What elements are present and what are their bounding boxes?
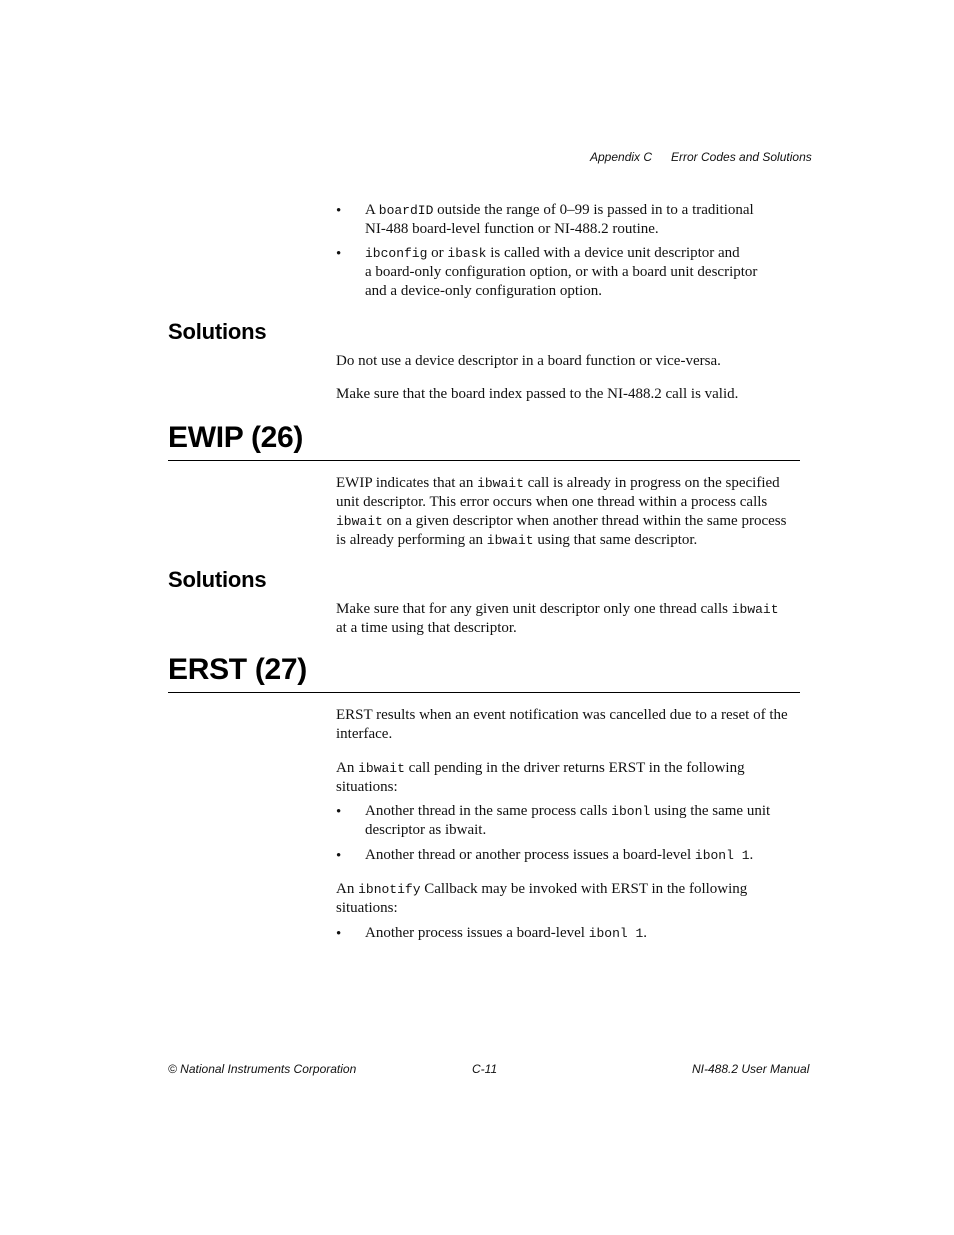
error-heading-erst: ERST (27): [168, 653, 307, 686]
error-heading-ewip: EWIP (26): [168, 421, 304, 454]
text: Another thread or another process issues a board-level: [365, 847, 695, 863]
text: .: [643, 925, 648, 941]
paragraph: [336, 600, 799, 638]
code-ibconfig: ibconfig: [365, 246, 428, 261]
header-appendix: Appendix C: [590, 150, 653, 164]
code-ibwait: ibwait: [336, 514, 383, 529]
bullet-item: [365, 846, 805, 865]
paragraph: [336, 706, 799, 744]
code-ibonl: ibonl: [611, 804, 651, 819]
header-chapter: Error Codes and Solutions: [671, 150, 812, 164]
text: ERST results when an event notification was cancelled due to a reset of the: [336, 707, 788, 723]
bullet-marker: •: [336, 926, 342, 942]
bullet-marker: •: [336, 203, 342, 219]
text: or: [427, 245, 448, 261]
text: Another process issues a board-level: [365, 925, 589, 941]
text: NI-488 board-level function or NI-488.2 routine.: [365, 221, 659, 237]
code-ibonl-1: ibonl 1: [694, 848, 750, 863]
paragraph: Make sure that the board index passed to the NI-488.2 call is valid.: [336, 386, 739, 402]
bullet-item-ibconfig: [365, 244, 805, 301]
code-boardid: boardID: [378, 203, 434, 218]
bullet-item-boardid: [365, 201, 805, 239]
code-ibwait: ibwait: [731, 602, 779, 617]
bullet-marker: •: [336, 246, 342, 262]
section-heading-solutions: Solutions: [168, 319, 267, 344]
text: An: [336, 881, 359, 897]
text: outside the range of 0–99 is passed in to a traditional: [433, 202, 754, 218]
code-ibwait: ibwait: [358, 761, 405, 776]
code-ibwait: ibwait: [477, 476, 524, 491]
footer-page-number: C-11: [472, 1062, 498, 1076]
text: and a device-only configuration option.: [365, 283, 603, 299]
text: is called with a device unit descriptor and: [486, 245, 740, 261]
text: a board-only configuration option, or with a board unit descriptor: [365, 264, 758, 280]
heading-rule: [168, 460, 800, 461]
text: at a time using that descriptor.: [336, 620, 517, 636]
paragraph: Do not use a device descriptor in a board function or vice-versa.: [336, 353, 721, 369]
text: descriptor as ibwait.: [365, 822, 487, 838]
code-ibask: ibask: [447, 246, 487, 261]
text: on a given descriptor when another thread within the same process: [382, 513, 787, 529]
text: Callback may be invoked with ERST in the following: [420, 881, 748, 897]
text: A: [365, 202, 379, 218]
text: .: [749, 847, 754, 863]
footer-manual-title: NI-488.2 User Manual: [692, 1062, 810, 1076]
text: using the same unit: [650, 803, 771, 819]
heading-rule: [168, 692, 800, 693]
text: using that same descriptor.: [533, 532, 698, 548]
text: Make sure that for any given unit descriptor only one thread calls: [336, 601, 732, 617]
bullet-item: [365, 802, 805, 840]
text: An: [336, 760, 359, 776]
text: interface.: [336, 726, 393, 742]
text: call pending in the driver returns ERST in the following: [404, 760, 745, 776]
text: EWIP indicates that an: [336, 475, 478, 491]
footer-copyright: © National Instruments Corporation: [168, 1062, 357, 1076]
code-ibonl-1: ibonl 1: [588, 926, 644, 941]
text: situations:: [336, 900, 398, 916]
section-heading-solutions: Solutions: [168, 567, 267, 592]
ewip-description: [336, 474, 799, 550]
text: call is already in progress on the specified: [523, 475, 780, 491]
paragraph: [336, 759, 799, 797]
text: is already performing an: [336, 532, 487, 548]
bullet-item: [365, 924, 805, 943]
bullet-marker: •: [336, 848, 342, 864]
bullet-marker: •: [336, 804, 342, 820]
code-ibnotify: ibnotify: [358, 882, 421, 897]
text: unit descriptor. This error occurs when one thread within a process calls: [336, 494, 768, 510]
text: Another thread in the same process calls: [365, 803, 612, 819]
text: situations:: [336, 779, 398, 795]
code-ibwait: ibwait: [486, 533, 534, 548]
paragraph: [336, 880, 799, 918]
